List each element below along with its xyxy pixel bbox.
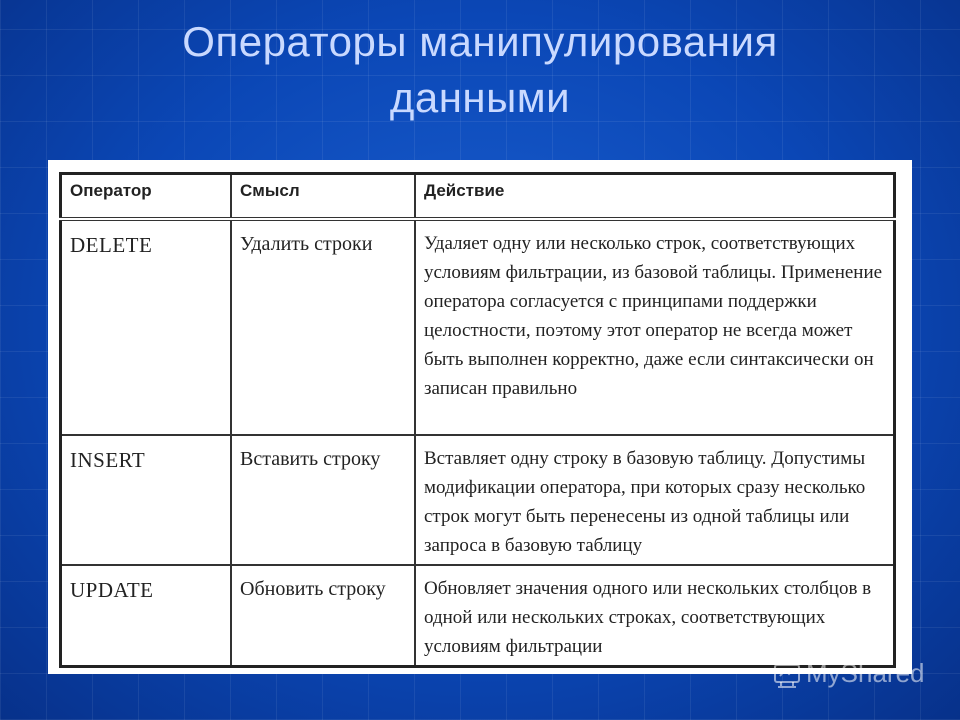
- table-row: [61, 565, 895, 667]
- meaning-cell: Вставить строку: [231, 435, 415, 565]
- action-cell: Обновляет значения одного или нескольких столбцов в одной или нескольких строках, соответствующих условиям фильтрации: [415, 565, 895, 667]
- table-image: [48, 160, 912, 674]
- slide-title-line-1: Операторы манипулирования: [182, 18, 778, 65]
- operator-cell: INSERT: [61, 435, 232, 565]
- watermark-text: MyShared: [806, 658, 925, 688]
- operator-cell: UPDATE: [61, 565, 232, 667]
- header-meaning: Смысл: [231, 174, 415, 220]
- slide-title: [0, 14, 960, 126]
- meaning-cell: Удалить строки: [231, 219, 415, 435]
- table-header-row: [61, 174, 895, 220]
- myshared-watermark: [772, 658, 925, 689]
- action-cell: Удаляет одну или несколько строк, соответствующих условиям фильтрации, из базовой таблицы. Применение оператора согласуется с принципами поддержки целостности, поэтому этот оператор не всегда может быть выполнен корректно, даже если синтаксически он записан правильно: [415, 219, 895, 435]
- header-operator: Оператор: [61, 174, 232, 220]
- action-cell: Вставляет одну строку в базовую таблицу. Допустимы модификации оператора, при которых сразу несколько строк могут быть перенесены из одной таблицы или запроса в базовую таблицу: [415, 435, 895, 565]
- meaning-cell: Обновить строку: [231, 565, 415, 667]
- table-row: [61, 219, 895, 435]
- myshared-logo-icon: [772, 659, 802, 689]
- operator-cell: DELETE: [61, 219, 232, 435]
- table-row: [61, 435, 895, 565]
- operators-table: [59, 172, 896, 668]
- slide-title-line-2: данными: [389, 74, 571, 121]
- header-action: Действие: [415, 174, 895, 220]
